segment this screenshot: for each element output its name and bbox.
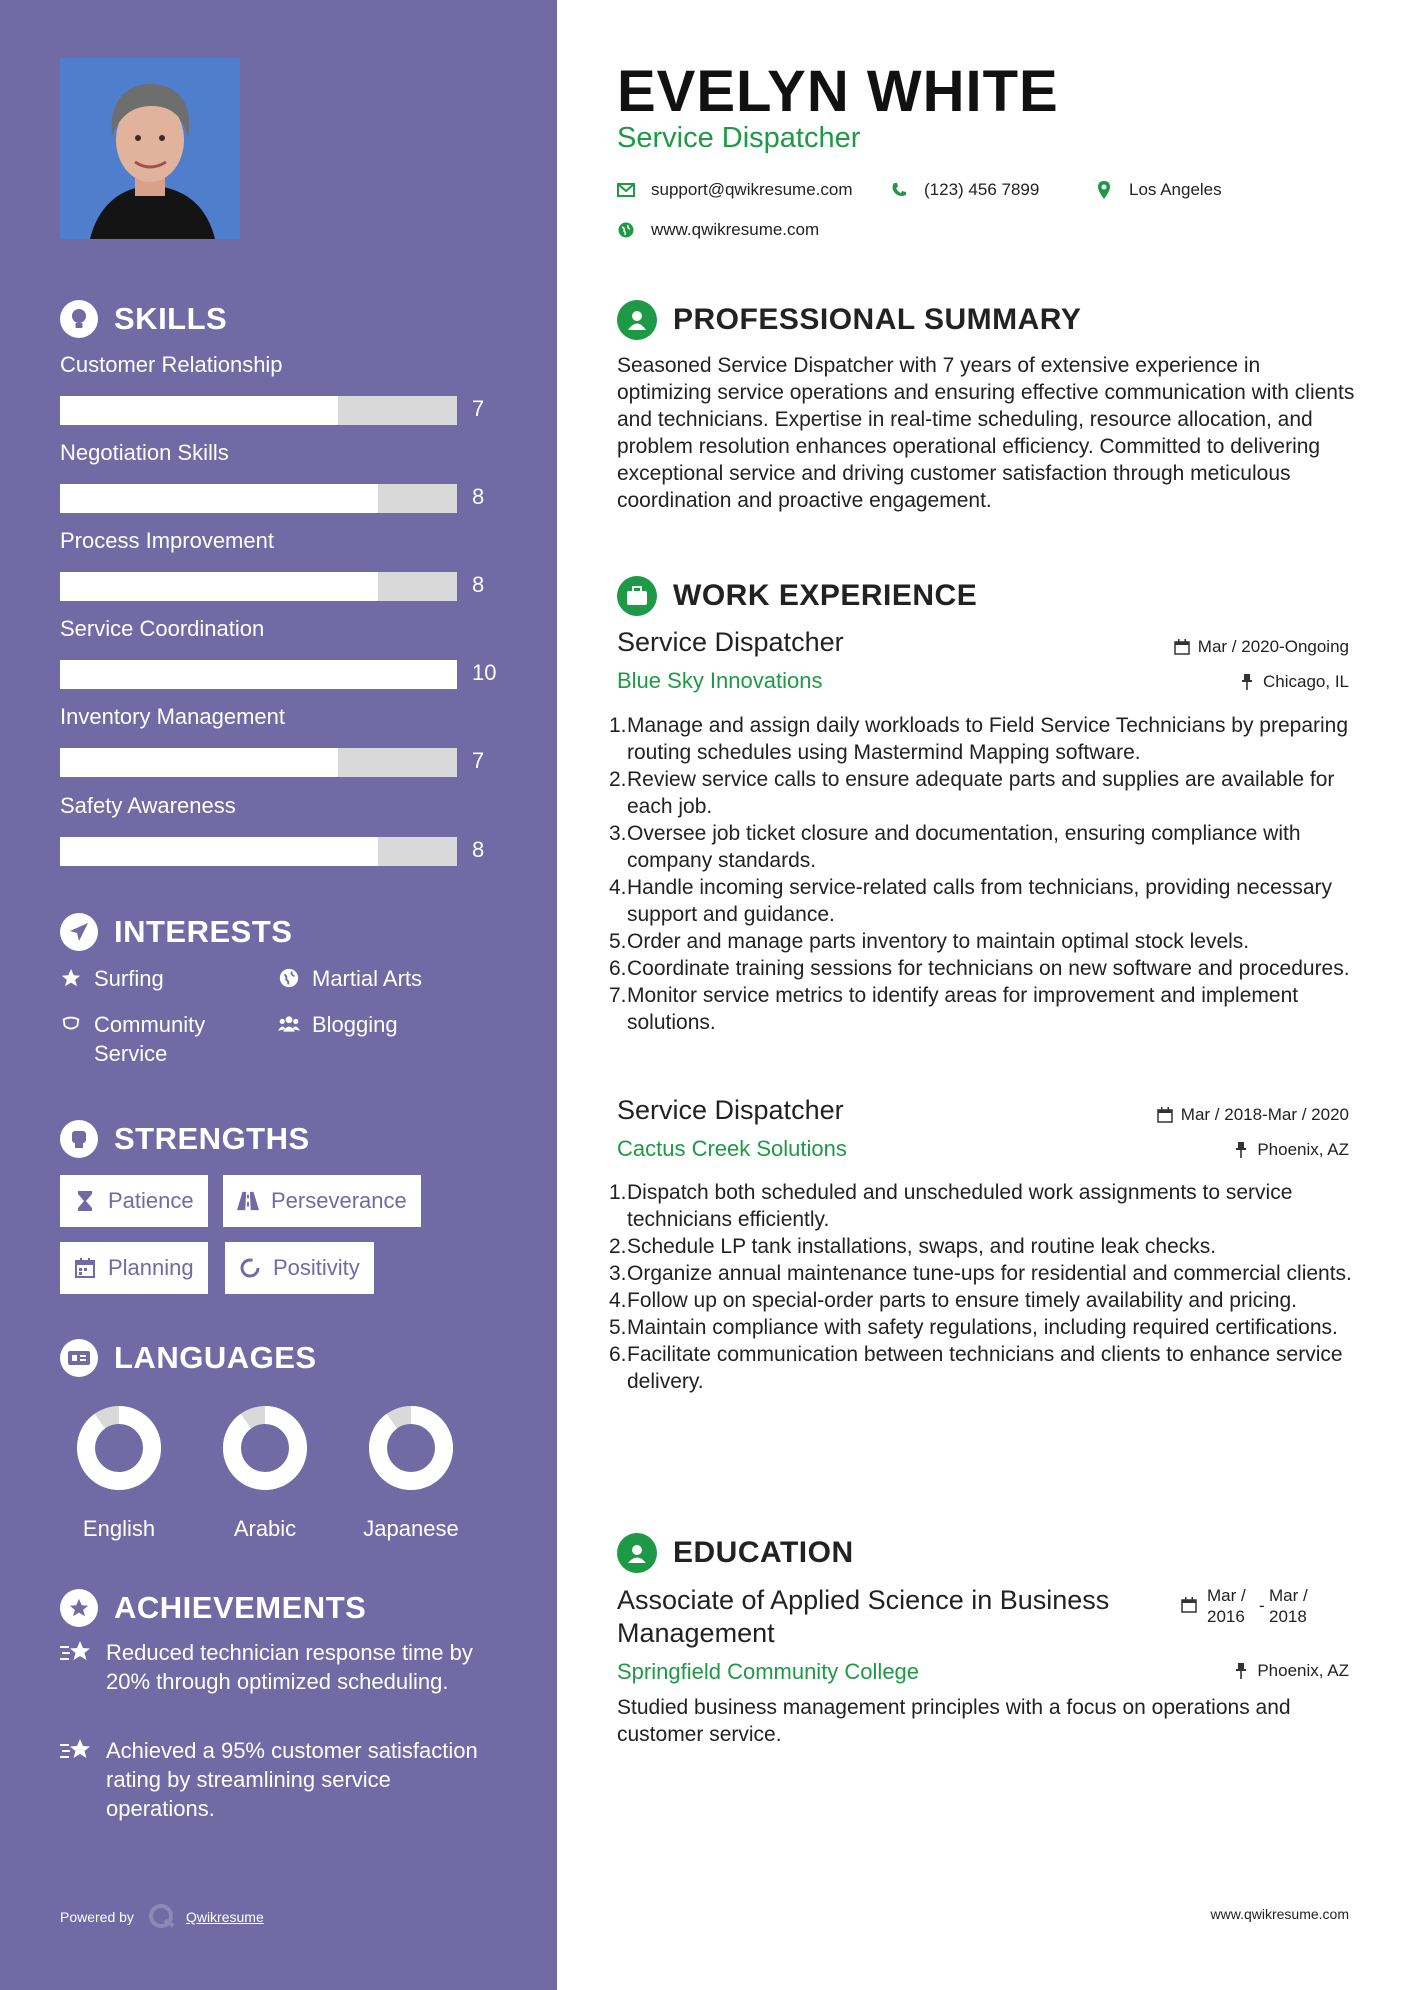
calendar-icon <box>1174 639 1190 655</box>
skill-value: 8 <box>472 837 485 862</box>
job-responsibilities <box>609 712 1369 1036</box>
education-end: Mar / 2018 <box>1269 1586 1308 1626</box>
list-item: 2. Review service calls to ensure adequate parts and supplies are available for each job. <box>609 768 1335 818</box>
job-dates-text: Mar / 2018-Mar / 2020 <box>1180 1105 1349 1124</box>
education-title: EDUCATION <box>673 1536 854 1569</box>
skill-item <box>60 352 500 421</box>
job-location <box>1233 1140 1349 1160</box>
education-description: Studied business management principles with a focus on operations and customer service. <box>617 1696 1291 1746</box>
skill-item <box>60 704 500 773</box>
pushpin-icon <box>1239 674 1255 690</box>
achievement-item <box>60 1736 500 1823</box>
skill-name: Negotiation Skills <box>60 440 229 465</box>
skill-bar-track <box>60 660 457 689</box>
qwikresume-link[interactable]: Qwikresume <box>185 1909 264 1925</box>
skill-value: 10 <box>472 660 497 685</box>
strengths-title: STRENGTHS <box>114 1121 310 1156</box>
language-name: Japanese <box>363 1516 459 1541</box>
powered-by-label: Powered by <box>60 1909 134 1925</box>
list-item: 1. Manage and assign daily workloads to Field Service Technicians by preparing routing schedules using Mastermind Mapping software. <box>609 714 1349 764</box>
language-ring <box>363 1400 459 1496</box>
job-company: Cactus Creek Solutions <box>617 1136 847 1161</box>
graduation-icon <box>617 1533 657 1573</box>
language-ring <box>217 1400 313 1496</box>
strengths-heading <box>60 1120 310 1158</box>
job-dates <box>1174 637 1349 657</box>
strength-label: Patience <box>108 1188 194 1213</box>
list-item: 3. Oversee job ticket closure and documentation, ensuring compliance with company standards. <box>609 822 1301 872</box>
strength-label: Planning <box>108 1255 194 1280</box>
interest-item <box>278 1010 398 1039</box>
strength-chip <box>223 1175 421 1227</box>
skill-name: Service Coordination <box>60 616 265 641</box>
strength-label: Positivity <box>273 1255 360 1280</box>
paper-plane-icon <box>60 913 98 951</box>
language-item <box>346 1400 476 1542</box>
skill-item <box>60 440 500 509</box>
school-name: Springfield Community College <box>617 1659 920 1684</box>
interest-label: Martial Arts <box>312 966 423 991</box>
strength-chip <box>60 1175 208 1227</box>
skill-value: 7 <box>472 396 485 421</box>
skill-bar-fill <box>60 484 378 513</box>
list-item: 2. Schedule LP tank installations, swaps, and routine leak checks. <box>609 1235 1217 1258</box>
phone-icon <box>890 181 908 199</box>
briefcase-icon <box>617 576 657 616</box>
skill-bar-fill <box>60 660 457 689</box>
skill-item <box>60 793 500 862</box>
skills-heading <box>60 300 227 338</box>
interests-title: INTERESTS <box>114 914 293 949</box>
list-item: 4. Follow up on special-order parts to ensure timely availability and pricing. <box>609 1289 1297 1312</box>
globe-icon <box>278 967 300 989</box>
job-location-text: Phoenix, AZ <box>1257 1140 1349 1159</box>
skill-item <box>60 528 500 597</box>
language-item <box>200 1400 330 1542</box>
skill-bar-fill <box>60 837 378 866</box>
strength-label: Perseverance <box>271 1188 407 1213</box>
education-date-separator: - <box>1259 1596 1265 1615</box>
star-icon <box>60 967 82 989</box>
user-icon <box>617 300 657 340</box>
interest-label: Community Service <box>94 1012 206 1066</box>
achievement-item <box>60 1638 500 1696</box>
list-item: 5. Maintain compliance with safety regulations, including required certifications. <box>609 1316 1338 1339</box>
email-text: support@qwikresume.com <box>651 180 853 199</box>
education-start: Mar / 2016 <box>1207 1586 1246 1626</box>
experience-title: WORK EXPERIENCE <box>673 579 978 612</box>
languages-heading <box>60 1339 317 1377</box>
list-item: 1. Dispatch both scheduled and unscheduled work assignments to service technicians efficiently. <box>609 1181 1293 1231</box>
skill-bar-track <box>60 748 457 777</box>
strength-chip <box>60 1242 208 1294</box>
skill-bar-track <box>60 396 457 425</box>
achievements-heading <box>60 1589 366 1627</box>
calendar-icon <box>1181 1597 1197 1613</box>
achievements-title: ACHIEVEMENTS <box>114 1590 367 1625</box>
skill-bar-track <box>60 572 457 601</box>
skills-title: SKILLS <box>114 301 228 336</box>
job-company: Blue Sky Innovations <box>617 668 823 693</box>
achievement-text: Achieved a 95% customer satisfaction rating by streamlining service operations. <box>106 1738 478 1821</box>
footer-url[interactable]: www.qwikresume.com <box>1210 1906 1349 1922</box>
achievement-text: Reduced technician response time by 20% through optimized scheduling. <box>106 1640 473 1694</box>
sidebar <box>0 0 557 1990</box>
summary-title: PROFESSIONAL SUMMARY <box>673 303 1082 336</box>
qwikresume-logo-icon <box>148 1903 176 1931</box>
language-name: English <box>82 1516 156 1541</box>
shooting-star-icon <box>60 1736 92 1764</box>
contact-email[interactable] <box>617 180 853 200</box>
interest-item <box>278 964 422 993</box>
summary-text: Seasoned Service Dispatcher with 7 years of extensive experience in optimizing service operations and ensuring effective communication with clients and technicians. Expertise in real-time scheduling, resource allocation, and problem resolution enhances operational efficiency. Committed to delivering exceptional service and driving customer satisfaction through meticulous coordination and proactive engagement. <box>617 354 1355 512</box>
list-item: 6. Coordinate training sessions for technicians on new software and procedures. <box>609 957 1350 980</box>
job-responsibilities <box>609 1179 1369 1395</box>
skill-name: Process Improvement <box>60 528 274 553</box>
website-text: www.qwikresume.com <box>651 220 820 239</box>
circle-notch-icon <box>239 1257 261 1279</box>
heart-outline-icon <box>60 1013 82 1035</box>
education-dates <box>1181 1585 1319 1627</box>
interest-label: Blogging <box>312 1012 398 1037</box>
experience-heading <box>617 576 977 616</box>
contact-website[interactable] <box>617 220 819 240</box>
job-location-text: Chicago, IL <box>1263 672 1349 691</box>
road-icon <box>237 1190 259 1212</box>
main-content <box>557 0 1407 1990</box>
powered-by <box>60 1903 264 1931</box>
candidate-role: Service Dispatcher <box>617 122 861 154</box>
location-text: Los Angeles <box>1129 180 1222 199</box>
list-item: 6. Facilitate communication between technicians and clients to enhance service delivery. <box>609 1343 1343 1393</box>
language-ring <box>71 1400 167 1496</box>
contact-phone[interactable] <box>890 180 1039 200</box>
star-badge-icon <box>60 1589 98 1627</box>
skill-name: Customer Relationship <box>60 352 283 377</box>
list-item: 7. Monitor service metrics to identify areas for improvement and implement solutions. <box>609 984 1299 1034</box>
language-item <box>54 1400 184 1542</box>
fist-icon <box>60 1120 98 1158</box>
pushpin-icon <box>1233 1663 1249 1679</box>
skill-bar-track <box>60 484 457 513</box>
skill-bar-fill <box>60 396 338 425</box>
contact-location <box>1095 180 1222 200</box>
languages-title: LANGUAGES <box>114 1340 317 1375</box>
shooting-star-icon <box>60 1638 92 1666</box>
language-name: Arabic <box>233 1516 297 1541</box>
list-item: 5. Order and manage parts inventory to maintain optimal stock levels. <box>609 930 1250 953</box>
skill-bar-track <box>60 837 457 866</box>
skill-bar-fill <box>60 748 338 777</box>
pushpin-icon <box>1233 1142 1249 1158</box>
job-dates-text: Mar / 2020-Ongoing <box>1197 637 1349 656</box>
job-dates <box>1157 1105 1349 1125</box>
job-title: Service Dispatcher <box>617 1095 844 1125</box>
lightbulb-icon <box>60 300 98 338</box>
calendar-icon <box>1157 1107 1173 1123</box>
skill-item <box>60 616 500 685</box>
skill-value: 7 <box>472 748 485 773</box>
job-title: Service Dispatcher <box>617 627 844 657</box>
language-icon <box>60 1339 98 1377</box>
phone-text: (123) 456 7899 <box>924 180 1040 199</box>
users-icon <box>278 1013 300 1035</box>
skill-name: Safety Awareness <box>60 793 236 818</box>
skill-name: Inventory Management <box>60 704 286 729</box>
interest-label: Surfing <box>94 966 164 991</box>
candidate-name: EVELYN WHITE <box>617 59 1059 124</box>
envelope-icon <box>617 181 635 199</box>
education-location-text: Phoenix, AZ <box>1257 1661 1349 1680</box>
education-location <box>1233 1661 1349 1681</box>
interest-item <box>60 964 164 993</box>
job-location <box>1239 672 1349 692</box>
education-heading <box>617 1533 854 1573</box>
list-item: 3. Organize annual maintenance tune-ups for residential and commercial clients. <box>609 1262 1352 1285</box>
interest-item <box>60 1010 205 1068</box>
list-item: 4. Handle incoming service-related calls from technicians, providing necessary support and guidance. <box>609 876 1332 926</box>
globe-icon <box>617 221 635 239</box>
calendar-icon <box>74 1257 96 1279</box>
map-pin-icon <box>1095 181 1113 199</box>
hourglass-icon <box>74 1190 96 1212</box>
degree-title: Associate of Applied Science in Business Management <box>617 1585 1110 1648</box>
strength-chip <box>225 1242 374 1294</box>
profile-photo <box>60 58 240 239</box>
skill-bar-fill <box>60 572 378 601</box>
skill-value: 8 <box>472 484 485 509</box>
skill-value: 8 <box>472 572 485 597</box>
summary-heading <box>617 300 1081 340</box>
interests-heading <box>60 913 292 951</box>
